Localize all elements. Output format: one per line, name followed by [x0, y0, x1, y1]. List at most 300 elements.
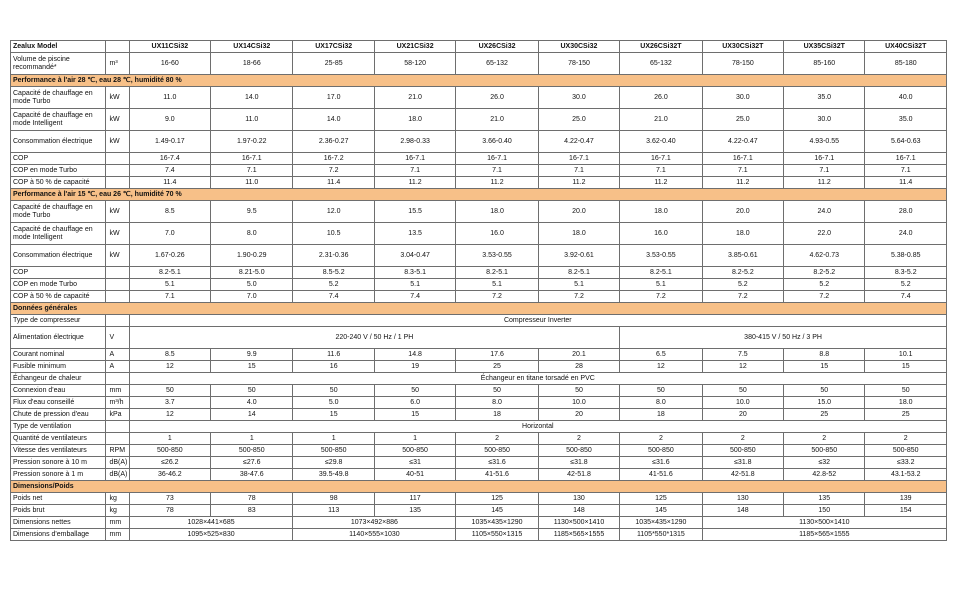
- value-cell: 20: [538, 409, 619, 421]
- header-title: Zealux Model: [11, 41, 106, 53]
- section-header-row: [11, 75, 947, 87]
- spec-row: [11, 201, 947, 223]
- spec-row: [11, 315, 947, 327]
- row-unit: kg: [105, 493, 129, 505]
- value-cell: 7.1: [538, 165, 619, 177]
- value-cell: 16.0: [620, 223, 702, 245]
- model-header: UX14CSi32: [211, 41, 293, 53]
- value-cell: 21.0: [620, 109, 702, 131]
- value-cell: 8.2-5.1: [620, 267, 702, 279]
- section-title: Dimensions/Poids: [11, 481, 947, 493]
- value-cell: 18: [620, 409, 702, 421]
- value-cell: 3.53-0.55: [620, 245, 702, 267]
- value-cell: 11.2: [620, 177, 702, 189]
- value-cell: 9.0: [129, 109, 210, 131]
- row-label: Chute de pression d'eau: [11, 409, 106, 421]
- section-header-row: [11, 303, 947, 315]
- spec-row: [11, 279, 947, 291]
- value-cell: 18.0: [865, 397, 947, 409]
- row-unit: kg: [105, 505, 129, 517]
- value-cell: 13.5: [374, 223, 455, 245]
- value-cell: 1130×500×1410: [538, 517, 619, 529]
- spec-row: [11, 223, 947, 245]
- value-cell: 42-51.8: [702, 469, 783, 481]
- value-cell: 14.0: [293, 109, 374, 131]
- value-cell: 148: [538, 505, 619, 517]
- value-cell: 2: [456, 433, 538, 445]
- value-cell: 4.93-0.55: [784, 131, 865, 153]
- value-cell: 35.0: [784, 87, 865, 109]
- value-cell: 1073×492×886: [293, 517, 456, 529]
- value-cell: 4.62-0.73: [784, 245, 865, 267]
- spec-row: [11, 457, 947, 469]
- row-unit: mm: [105, 529, 129, 541]
- value-cell: 7.1: [456, 165, 538, 177]
- value-cell: 500-850: [620, 445, 702, 457]
- row-unit: [105, 433, 129, 445]
- value-cell: 14.8: [374, 349, 455, 361]
- value-cell: 1: [129, 433, 210, 445]
- value-cell: 15.5: [374, 201, 455, 223]
- row-unit: mm: [105, 385, 129, 397]
- row-unit: m³/h: [105, 397, 129, 409]
- value-cell: 2: [784, 433, 865, 445]
- value-cell: 12.0: [293, 201, 374, 223]
- row-unit: [105, 373, 129, 385]
- value-cell: 500-850: [702, 445, 783, 457]
- spec-row: [11, 421, 947, 433]
- value-cell: 139: [865, 493, 947, 505]
- section-header-row: [11, 481, 947, 493]
- spec-row: [11, 397, 947, 409]
- spec-row: [11, 109, 947, 131]
- value-cell: 2: [865, 433, 947, 445]
- value-cell: 58-120: [374, 53, 455, 75]
- value-cell: 1: [374, 433, 455, 445]
- row-label: Flux d'eau conseillé: [11, 397, 106, 409]
- value-cell: 7.1: [211, 165, 293, 177]
- value-cell: 36-46.2: [129, 469, 210, 481]
- value-cell: 16-7.4: [129, 153, 210, 165]
- model-header: UX30CSi32T: [702, 41, 783, 53]
- row-unit: [105, 421, 129, 433]
- value-cell: 50: [865, 385, 947, 397]
- value-cell: 41-51.6: [620, 469, 702, 481]
- row-label: Capacité de chauffage en mode Turbo: [11, 201, 106, 223]
- value-cell: 5.2: [702, 279, 783, 291]
- value-cell: Échangeur en titane torsadé en PVC: [129, 373, 946, 385]
- value-cell: 21.0: [374, 87, 455, 109]
- row-unit: [105, 153, 129, 165]
- value-cell: 4.22-0.47: [538, 131, 619, 153]
- value-cell: 25-85: [293, 53, 374, 75]
- row-unit: kPa: [105, 409, 129, 421]
- value-cell: 7.2: [293, 165, 374, 177]
- value-cell: 16-7.1: [702, 153, 783, 165]
- value-cell: 380-415 V / 50 Hz / 3 PH: [620, 327, 947, 349]
- value-cell: 25: [865, 409, 947, 421]
- value-cell: 42-51.8: [538, 469, 619, 481]
- row-label: COP: [11, 267, 106, 279]
- value-cell: 7.2: [784, 291, 865, 303]
- row-label: Type de compresseur: [11, 315, 106, 327]
- value-cell: 1095×525×830: [129, 529, 293, 541]
- value-cell: 1.90-0.29: [211, 245, 293, 267]
- section-title: Données générales: [11, 303, 947, 315]
- spec-row: [11, 291, 947, 303]
- value-cell: 50: [211, 385, 293, 397]
- value-cell: 78-150: [538, 53, 619, 75]
- value-cell: 11.4: [865, 177, 947, 189]
- row-label: Capacité de chauffage en mode Intelligent: [11, 223, 106, 245]
- value-cell: ≤27.6: [211, 457, 293, 469]
- value-cell: 11.2: [374, 177, 455, 189]
- value-cell: 8.5-5.2: [293, 267, 374, 279]
- row-label: COP: [11, 153, 106, 165]
- value-cell: 3.66-0.40: [456, 131, 538, 153]
- value-cell: 11.2: [784, 177, 865, 189]
- value-cell: ≤29.8: [293, 457, 374, 469]
- value-cell: 8.0: [211, 223, 293, 245]
- value-cell: 98: [293, 493, 374, 505]
- value-cell: 15: [784, 361, 865, 373]
- value-cell: 18: [456, 409, 538, 421]
- value-cell: 220-240 V / 50 Hz / 1 PH: [129, 327, 620, 349]
- row-unit: [105, 315, 129, 327]
- spec-row: [11, 87, 947, 109]
- value-cell: 11.0: [211, 177, 293, 189]
- value-cell: 3.04-0.47: [374, 245, 455, 267]
- value-cell: 154: [865, 505, 947, 517]
- value-cell: 16-7.1: [865, 153, 947, 165]
- value-cell: 113: [293, 505, 374, 517]
- row-unit: [105, 165, 129, 177]
- value-cell: 16-7.1: [784, 153, 865, 165]
- value-cell: 1130×500×1410: [702, 517, 946, 529]
- value-cell: 28: [538, 361, 619, 373]
- value-cell: 8.5: [129, 201, 210, 223]
- spec-row: [11, 493, 947, 505]
- value-cell: 10.0: [538, 397, 619, 409]
- row-unit: kW: [105, 223, 129, 245]
- row-unit: dB(A): [105, 469, 129, 481]
- value-cell: 18-66: [211, 53, 293, 75]
- value-cell: 500-850: [865, 445, 947, 457]
- header-unit: [105, 41, 129, 53]
- value-cell: 1028×441×685: [129, 517, 293, 529]
- value-cell: 12: [620, 361, 702, 373]
- value-cell: 7.4: [865, 291, 947, 303]
- value-cell: 4.22-0.47: [702, 131, 783, 153]
- value-cell: 16-7.1: [538, 153, 619, 165]
- value-cell: 500-850: [374, 445, 455, 457]
- value-cell: 21.0: [456, 109, 538, 131]
- value-cell: 7.1: [784, 165, 865, 177]
- value-cell: 16-60: [129, 53, 210, 75]
- spec-row: [11, 373, 947, 385]
- row-label: Type de ventilation: [11, 421, 106, 433]
- value-cell: 12: [702, 361, 783, 373]
- value-cell: 8.2-5.1: [129, 267, 210, 279]
- value-cell: 8.2-5.1: [538, 267, 619, 279]
- row-unit: [105, 177, 129, 189]
- value-cell: 1.67-0.26: [129, 245, 210, 267]
- spec-row: [11, 409, 947, 421]
- value-cell: 25.0: [538, 109, 619, 131]
- row-label: COP en mode Turbo: [11, 165, 106, 177]
- value-cell: 20.1: [538, 349, 619, 361]
- value-cell: 1.49-0.17: [129, 131, 210, 153]
- value-cell: 5.64-0.63: [865, 131, 947, 153]
- row-label: Alimentation électrique: [11, 327, 106, 349]
- value-cell: 40-51: [374, 469, 455, 481]
- value-cell: 24.0: [865, 223, 947, 245]
- value-cell: 1.97-0.22: [211, 131, 293, 153]
- row-label: Pression sonore à 10 m: [11, 457, 106, 469]
- value-cell: Horizontal: [129, 421, 946, 433]
- value-cell: 500-850: [293, 445, 374, 457]
- section-title: Performance à l'air 15 ℃, eau 26 ℃, humidité 70 %: [11, 189, 947, 201]
- value-cell: 125: [620, 493, 702, 505]
- spec-row: [11, 469, 947, 481]
- row-unit: [105, 267, 129, 279]
- spec-row: [11, 505, 947, 517]
- value-cell: ≤32: [784, 457, 865, 469]
- value-cell: 7.4: [129, 165, 210, 177]
- value-cell: 25.0: [702, 109, 783, 131]
- value-cell: ≤31.6: [620, 457, 702, 469]
- value-cell: 50: [784, 385, 865, 397]
- model-header: UX40CSi32T: [865, 41, 947, 53]
- value-cell: 8.3-5.1: [374, 267, 455, 279]
- value-cell: 7.2: [620, 291, 702, 303]
- value-cell: 78: [211, 493, 293, 505]
- value-cell: 19: [374, 361, 455, 373]
- row-unit: A: [105, 361, 129, 373]
- model-header: UX17CSi32: [293, 41, 374, 53]
- value-cell: 1185×565×1555: [702, 529, 946, 541]
- value-cell: 15: [211, 361, 293, 373]
- value-cell: 24.0: [784, 201, 865, 223]
- value-cell: 500-850: [784, 445, 865, 457]
- value-cell: 500-850: [456, 445, 538, 457]
- row-label: Pression sonore à 1 m: [11, 469, 106, 481]
- value-cell: ≤31.8: [702, 457, 783, 469]
- value-cell: 18.0: [456, 201, 538, 223]
- spec-row: [11, 165, 947, 177]
- value-cell: 6.0: [374, 397, 455, 409]
- value-cell: 2: [702, 433, 783, 445]
- value-cell: 4.0: [211, 397, 293, 409]
- value-cell: 11.2: [456, 177, 538, 189]
- row-label: Connexion d'eau: [11, 385, 106, 397]
- value-cell: 7.1: [620, 165, 702, 177]
- row-unit: mm: [105, 517, 129, 529]
- value-cell: 30.0: [538, 87, 619, 109]
- value-cell: 78: [129, 505, 210, 517]
- spec-row: [11, 433, 947, 445]
- value-cell: 50: [538, 385, 619, 397]
- value-cell: 50: [293, 385, 374, 397]
- value-cell: 150: [784, 505, 865, 517]
- value-cell: 3.7: [129, 397, 210, 409]
- value-cell: 11.4: [129, 177, 210, 189]
- value-cell: 14.0: [211, 87, 293, 109]
- value-cell: 2.31-0.36: [293, 245, 374, 267]
- value-cell: 40.0: [865, 87, 947, 109]
- value-cell: ≤33.2: [865, 457, 947, 469]
- spec-row: [11, 177, 947, 189]
- value-cell: 7.4: [374, 291, 455, 303]
- row-label: Capacité de chauffage en mode Turbo: [11, 87, 106, 109]
- row-label: COP à 50 % de capacité: [11, 291, 106, 303]
- spec-row: [11, 267, 947, 279]
- value-cell: 83: [211, 505, 293, 517]
- value-cell: 20: [702, 409, 783, 421]
- value-cell: 5.1: [129, 279, 210, 291]
- row-label: Poids brut: [11, 505, 106, 517]
- spec-table: [10, 40, 947, 541]
- value-cell: 42.8-52: [784, 469, 865, 481]
- spec-sheet: [10, 40, 947, 541]
- value-cell: 28.0: [865, 201, 947, 223]
- row-unit: kW: [105, 201, 129, 223]
- value-cell: 1140×555×1030: [293, 529, 456, 541]
- value-cell: 10.5: [293, 223, 374, 245]
- value-cell: 16-7.1: [620, 153, 702, 165]
- value-cell: 10.1: [865, 349, 947, 361]
- value-cell: 9.9: [211, 349, 293, 361]
- value-cell: 11.0: [129, 87, 210, 109]
- row-unit: m³: [105, 53, 129, 75]
- value-cell: 135: [784, 493, 865, 505]
- row-label: Courant nominal: [11, 349, 106, 361]
- value-cell: ≤31: [374, 457, 455, 469]
- value-cell: 1: [293, 433, 374, 445]
- row-unit: A: [105, 349, 129, 361]
- value-cell: 500-850: [129, 445, 210, 457]
- value-cell: 16-7.1: [211, 153, 293, 165]
- value-cell: 50: [129, 385, 210, 397]
- model-header: UX35CSi32T: [784, 41, 865, 53]
- row-label: Échangeur de chaleur: [11, 373, 106, 385]
- row-unit: kW: [105, 87, 129, 109]
- value-cell: 11.2: [538, 177, 619, 189]
- value-cell: 5.1: [538, 279, 619, 291]
- value-cell: 8.0: [456, 397, 538, 409]
- value-cell: 41-51.6: [456, 469, 538, 481]
- row-unit: [105, 291, 129, 303]
- spec-row: [11, 349, 947, 361]
- value-cell: 6.5: [620, 349, 702, 361]
- value-cell: 65-132: [456, 53, 538, 75]
- value-cell: 9.5: [211, 201, 293, 223]
- value-cell: 26.0: [456, 87, 538, 109]
- value-cell: 1: [211, 433, 293, 445]
- row-label: Consommation électrique: [11, 131, 106, 153]
- model-header: UX26CSi32: [456, 41, 538, 53]
- value-cell: 18.0: [538, 223, 619, 245]
- value-cell: 85-180: [865, 53, 947, 75]
- value-cell: 5.1: [374, 279, 455, 291]
- value-cell: 26.0: [620, 87, 702, 109]
- value-cell: 12: [129, 409, 210, 421]
- model-header: UX30CSi32: [538, 41, 619, 53]
- value-cell: 73: [129, 493, 210, 505]
- value-cell: 5.0: [211, 279, 293, 291]
- value-cell: 1035×435×1290: [620, 517, 702, 529]
- row-label: Fusible minimum: [11, 361, 106, 373]
- value-cell: 16-7.2: [293, 153, 374, 165]
- value-cell: 85-160: [784, 53, 865, 75]
- row-unit: RPM: [105, 445, 129, 457]
- value-cell: 148: [702, 505, 783, 517]
- section-header-row: [11, 189, 947, 201]
- value-cell: 11.4: [293, 177, 374, 189]
- value-cell: 7.0: [129, 223, 210, 245]
- value-cell: 16-7.1: [456, 153, 538, 165]
- row-label: Vitesse des ventilateurs: [11, 445, 106, 457]
- spec-row: [11, 385, 947, 397]
- value-cell: 78-150: [702, 53, 783, 75]
- value-cell: 5.2: [784, 279, 865, 291]
- model-header: UX26CSi32T: [620, 41, 702, 53]
- value-cell: 3.85-0.61: [702, 245, 783, 267]
- value-cell: 50: [620, 385, 702, 397]
- value-cell: 30.0: [784, 109, 865, 131]
- row-unit: kW: [105, 131, 129, 153]
- value-cell: 7.2: [538, 291, 619, 303]
- value-cell: 25: [456, 361, 538, 373]
- value-cell: 15.0: [784, 397, 865, 409]
- row-label: COP en mode Turbo: [11, 279, 106, 291]
- value-cell: 7.0: [211, 291, 293, 303]
- spec-row: [11, 327, 947, 349]
- value-cell: 43.1-53.2: [865, 469, 947, 481]
- value-cell: 8.2-5.2: [702, 267, 783, 279]
- value-cell: 5.0: [293, 397, 374, 409]
- value-cell: 1105×550×1315: [456, 529, 538, 541]
- value-cell: 145: [620, 505, 702, 517]
- value-cell: 5.2: [293, 279, 374, 291]
- value-cell: 35.0: [865, 109, 947, 131]
- row-unit: V: [105, 327, 129, 349]
- value-cell: 8.0: [620, 397, 702, 409]
- value-cell: 7.2: [702, 291, 783, 303]
- row-label: Quantité de ventilateurs: [11, 433, 106, 445]
- value-cell: 500-850: [538, 445, 619, 457]
- value-cell: 5.1: [456, 279, 538, 291]
- model-header: UX11CSi32: [129, 41, 210, 53]
- value-cell: 15: [374, 409, 455, 421]
- value-cell: 20.0: [538, 201, 619, 223]
- value-cell: 2.36-0.27: [293, 131, 374, 153]
- value-cell: 7.1: [702, 165, 783, 177]
- value-cell: 7.1: [374, 165, 455, 177]
- value-cell: 1185×565×1555: [538, 529, 619, 541]
- value-cell: 50: [374, 385, 455, 397]
- value-cell: 18.0: [702, 223, 783, 245]
- spec-row: [11, 131, 947, 153]
- section-title: Performance à l'air 28 ℃, eau 28 ℃, humidité 80 %: [11, 75, 947, 87]
- value-cell: 65-132: [620, 53, 702, 75]
- value-cell: 30.0: [702, 87, 783, 109]
- row-label: COP à 50 % de capacité: [11, 177, 106, 189]
- value-cell: 130: [702, 493, 783, 505]
- value-cell: 16-7.1: [374, 153, 455, 165]
- row-unit: [105, 279, 129, 291]
- value-cell: 39.5-49.8: [293, 469, 374, 481]
